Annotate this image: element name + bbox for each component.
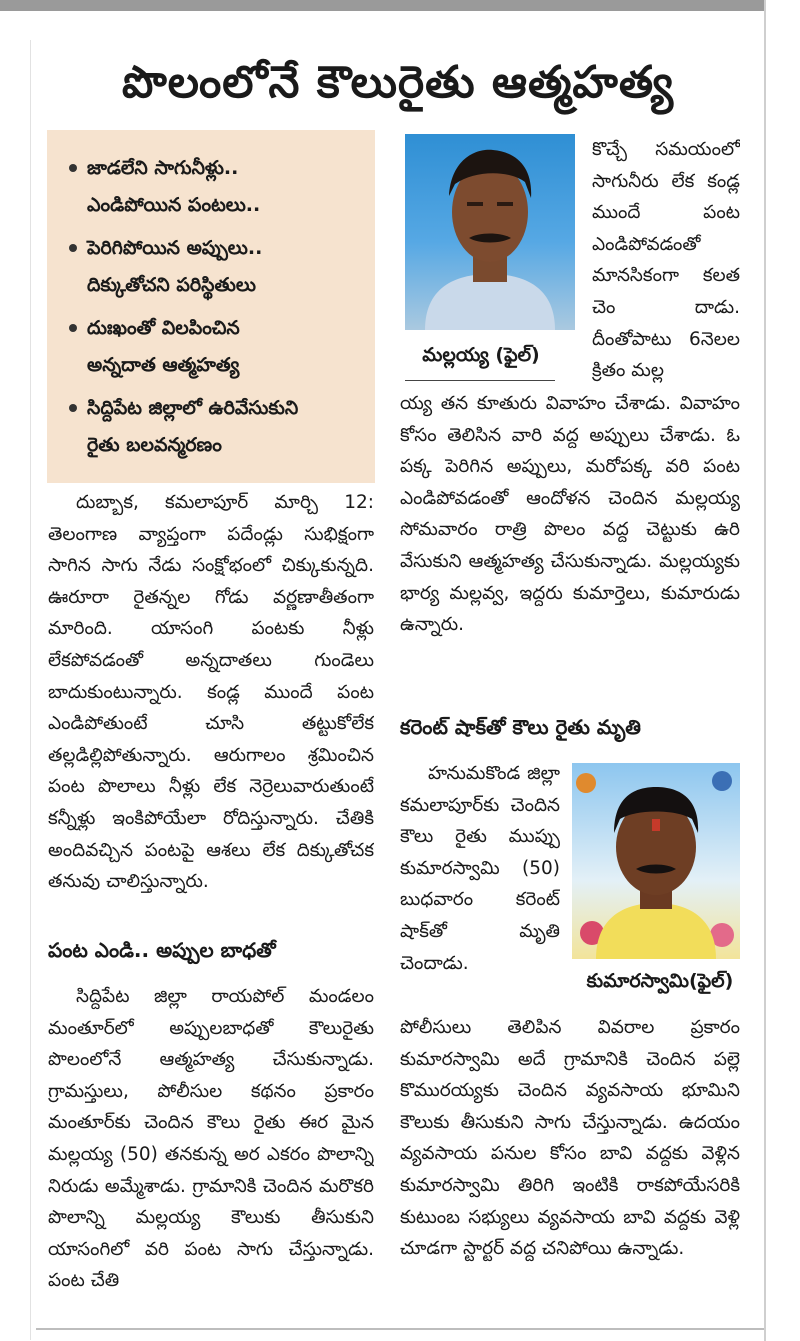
left-subhead: పంట ఎండి.. అప్పుల బాధతో xyxy=(48,938,276,962)
mallayya-photo xyxy=(405,134,575,330)
left-border xyxy=(30,40,31,1340)
photo-caption-mallayya: మల్లయ్య (ఫైల్) xyxy=(422,344,540,366)
bottom-divider xyxy=(36,1328,764,1330)
right-narrow-text-2: హనుమకొండ జిల్లా కమలాపూర్‌కు చెందిన కౌలు రైతు ముప్పు కుమారస్వామి (50) బుధవారం కరెంట్ షాక్‌తో మృతి చెందాడు. xyxy=(400,763,560,974)
highlight-item: సిద్దిపేట జిల్లాలో ఉరివేసుకుని రైతు బలవన్మరణం xyxy=(65,390,363,464)
caption-divider xyxy=(405,380,555,381)
right-wide-text-2: పోలీసులు తెలిపిన వివరాల ప్రకారం కుమారస్వామి అదే గ్రామానికి చెందిన పల్లె కొమురయ్యకు చెందిన వ్యవసాయ భూమిని కౌలుకు తీసుకుని సాగు చేస్తున్నాడు. ఉదయం వ్యవసాయ పనుల కోసం బావి వద్దకు వెళ్లిన కుమారస్వామి తిరిగి ఇంటికి రాకపోయేసరికి కుటుంబ సభ్యులు వ్యవసాయ బావి వద్దకు వెళ్లి చూడగా స్టార్టర్ వద్ద చనిపోయి ఉన్నాడు. xyxy=(400,1017,740,1260)
bullet-icon xyxy=(69,324,77,332)
left-lead-text: దుబ్బాక, కమలాపూర్ మార్చి 12: తెలంగాణ వ్యాప్తంగా పదేండ్లు సుభిక్షంగా సాగిన సాగు నేడు సంక్షోభంలో చిక్కుకున్నది. ఊరూరా రైతన్నల గోడు వర్ణణాతీతంగా మారింది. యాసంగి పంటకు నీళ్లు లేకపోవడంతో అన్నదాతలు గుండెలు బాదుకుంటున్నారు. కండ్ల ముందే పంట ఎండిపోతుంటే చూసి తట్టుకోలేక తల్లడిల్లిపోతున్నారు. ఆరుగాలం శ్రమించిన పంట పొలాలు నీళ్లు లేక నెర్రెలువారుతుంటే కన్నీళ్లు ఇంకిపోయేలా రోదిస్తున్నారు. చేతికి అందివచ్చిన పంటపై ఆశలు లేక దిక్కుతోచక తనువు చాలిస్తున్నారు. xyxy=(48,492,374,893)
bullet-icon xyxy=(69,404,77,412)
highlights-box xyxy=(47,130,375,483)
highlight-item: పెరిగిపోయిన అప్పులు.. దిక్కుతోచని పరిస్థితులు xyxy=(65,230,363,304)
highlight-item: దుఃఖంతో విలపించిన అన్నదాత ఆత్మహత్య xyxy=(65,310,363,384)
left-body-text: సిద్దిపేట జిల్లా రాయపోల్ మండలం మంతూర్‌లో అప్పులబాధతో కౌలురైతు పొలంలోనే ఆత్మహత్య చేసుకున్నాడు. గ్రామస్తులు, పోలీసుల కథనం ప్రకారం మంతూర్‌కు చెందిన కౌలు రైతు ఈర మైన మల్లయ్య (50) తనకున్న అర ఎకరం పొలాన్ని నిరుడు అమ్మేశాడు. గ్రామానికి చెందిన మరొకరి పొలాన్ని మల్లయ్య కౌలుకు తీసుకుని యాసంగిలో వరి పంట సాగు చేస్తున్నాడు. పంట చేతి xyxy=(48,986,374,1292)
kumaraswamy-photo xyxy=(572,763,740,959)
highlight-item: జాడలేని సాగునీళ్లు.. ఎండిపోయిన పంటలు.. xyxy=(65,150,363,224)
top-bar xyxy=(0,0,766,11)
portrait-icon xyxy=(405,134,575,330)
headline: పొలంలోనే కౌలురైతు ఆత్మహత్య xyxy=(121,57,675,108)
bullet-icon xyxy=(69,244,77,252)
right-border xyxy=(764,0,766,1341)
portrait-icon xyxy=(572,763,740,959)
bullet-icon xyxy=(69,164,77,172)
right-subhead: కరెంట్ షాక్‌తో కౌలు రైతు మృతి xyxy=(400,715,641,739)
photo-caption-kumaraswamy: కుమారస్వామి(ఫైల్) xyxy=(586,970,734,992)
right-wide-text-1: య్య తన కూతురు వివాహం చేశాడు. వివాహం కోసం తెలిసిన వారి వద్ద అప్పులు చేశాడు. ఓ పక్క పెరిగిన అప్పులు, మరోపక్క వరి పంట ఎండిపోవడంతో ఆందోళన చెందిన మల్లయ్య సోమవారం రాత్రి పొలం వద్ద చెట్టుకు ఉరి వేసుకుని ఆత్మహత్య చేసుకున్నాడు. మల్లయ్యకు భార్య మల్లవ్వ, ఇద్దరు కుమార్తెలు, కుమారుడు ఉన్నారు. xyxy=(400,393,740,636)
highlights-list xyxy=(65,150,363,464)
right-narrow-text-1: కొచ్చే సమయంలో సాగునీరు లేక కండ్ల ముందే పంట ఎండిపోవడంతో మానసికంగా కలత చెం దాడు. దీంతోపాటు 6నెలల క్రితం మల్ల xyxy=(592,139,740,382)
